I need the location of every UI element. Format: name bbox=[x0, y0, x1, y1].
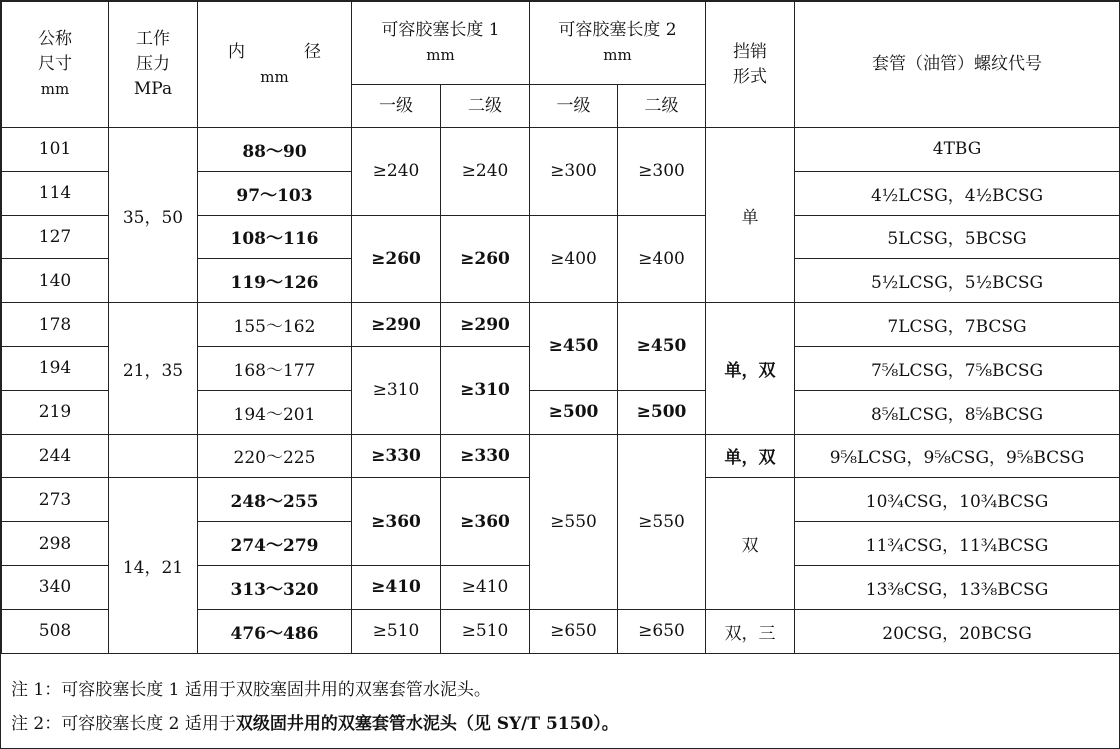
cell-plug2-stage2: ≥450 bbox=[618, 303, 706, 391]
cell-thread: 5½LCSG，5½BCSG bbox=[795, 259, 1120, 303]
cell-plug1-stage2: ≥260 bbox=[441, 215, 530, 303]
cell-inner-diameter: 97～103 bbox=[198, 171, 352, 215]
cell-inner-diameter: 220～225 bbox=[198, 434, 352, 478]
header-p2-stage-2: 二级 bbox=[618, 85, 706, 128]
cell-size: 140 bbox=[2, 259, 109, 303]
cell-inner-diameter: 168～177 bbox=[198, 346, 352, 390]
cell-size: 101 bbox=[2, 128, 109, 172]
cell-size: 273 bbox=[2, 478, 109, 522]
cell-plug2-stage1: ≥400 bbox=[530, 215, 618, 303]
cell-thread: 4½LCSG，4½BCSG bbox=[795, 171, 1120, 215]
cell-plug1-stage1: ≥310 bbox=[352, 346, 441, 434]
cell-inner-diameter: 313～320 bbox=[198, 565, 352, 609]
header-p1-stage-1: 一级 bbox=[352, 85, 441, 128]
cell-plug2-stage2: ≥300 bbox=[618, 128, 706, 216]
cell-inner-diameter: 155～162 bbox=[198, 303, 352, 347]
cell-plug1-stage1: ≥260 bbox=[352, 215, 441, 303]
header-row bbox=[2, 2, 1120, 85]
cell-size: 508 bbox=[2, 609, 109, 653]
cell-inner-diameter: 108～116 bbox=[198, 215, 352, 259]
cell-pressure bbox=[109, 434, 198, 478]
header-plug-length-1: 可容胶塞长度 1 mm bbox=[352, 2, 530, 85]
header-p1-stage-2: 二级 bbox=[441, 85, 530, 128]
header-pin-type: 挡销 形式 bbox=[706, 2, 795, 128]
cell-thread: 13⅜CSG，13⅜BCSG bbox=[795, 565, 1120, 609]
cell-inner-diameter: 476～486 bbox=[198, 609, 352, 653]
note-1: 注 1：可容胶塞长度 1 适用于双胶塞固井用的双塞套管水泥头。 bbox=[11, 680, 491, 700]
header-working-pressure: 工作 压力 MPa bbox=[109, 2, 198, 128]
note-2 bbox=[11, 707, 1111, 741]
header-inner-diameter: 内 径 mm bbox=[198, 2, 352, 128]
cell-thread: 10¾CSG，10¾BCSG bbox=[795, 478, 1120, 522]
cell-pin-type: 单，双 bbox=[706, 434, 795, 478]
spec-table bbox=[1, 1, 1120, 654]
cell-pin-type: 单 bbox=[706, 128, 795, 303]
cell-plug2-stage1: ≥450 bbox=[530, 303, 618, 391]
header-plug-length-2: 可容胶塞长度 2 mm bbox=[530, 2, 706, 85]
cell-plug1-stage1: ≥330 bbox=[352, 434, 441, 478]
cell-inner-diameter: 194～201 bbox=[198, 390, 352, 434]
cell-plug1-stage2: ≥290 bbox=[441, 303, 530, 347]
cell-inner-diameter: 88～90 bbox=[198, 128, 352, 172]
cell-plug1-stage2: ≥410 bbox=[441, 565, 530, 609]
cell-inner-diameter: 274～279 bbox=[198, 522, 352, 566]
cell-plug1-stage1: ≥360 bbox=[352, 478, 441, 566]
cell-plug1-stage1: ≥290 bbox=[352, 303, 441, 347]
header-p2-stage-1: 一级 bbox=[530, 85, 618, 128]
table-row bbox=[2, 128, 1120, 172]
cell-size: 340 bbox=[2, 565, 109, 609]
cell-size: 127 bbox=[2, 215, 109, 259]
cell-inner-diameter: 248～255 bbox=[198, 478, 352, 522]
cell-plug1-stage1: ≥410 bbox=[352, 565, 441, 609]
cell-size: 194 bbox=[2, 346, 109, 390]
cell-size: 298 bbox=[2, 522, 109, 566]
cell-plug1-stage2: ≥330 bbox=[441, 434, 530, 478]
header-nominal-size: 公称 尺寸 mm bbox=[2, 2, 109, 128]
note-2-text: 注 2：可容胶塞长度 2 适用于 bbox=[11, 714, 236, 734]
cell-plug1-stage1: ≥510 bbox=[352, 609, 441, 653]
cell-plug2-stage1: ≥650 bbox=[530, 609, 618, 653]
cell-size: 219 bbox=[2, 390, 109, 434]
cell-inner-diameter: 119～126 bbox=[198, 259, 352, 303]
cell-thread: 20CSG，20BCSG bbox=[795, 609, 1120, 653]
cell-plug1-stage2: ≥510 bbox=[441, 609, 530, 653]
cell-plug1-stage2: ≥360 bbox=[441, 478, 530, 566]
cell-pressure: 21，35 bbox=[109, 303, 198, 434]
notes-section bbox=[11, 673, 1111, 741]
cell-plug2-stage2: ≥650 bbox=[618, 609, 706, 653]
header-thread-code: 套管（油管）螺纹代号 bbox=[795, 2, 1120, 128]
cell-thread: 4TBG bbox=[795, 128, 1120, 172]
cell-plug2-stage2: ≥400 bbox=[618, 215, 706, 303]
cell-thread: 7LCSG，7BCSG bbox=[795, 303, 1120, 347]
cell-thread: 5LCSG，5BCSG bbox=[795, 215, 1120, 259]
cell-plug2-stage2: ≥500 bbox=[618, 390, 706, 434]
cell-thread: 9⅝LCSG，9⅝CSG，9⅝BCSG bbox=[795, 434, 1120, 478]
cell-plug2-stage1: ≥550 bbox=[530, 434, 618, 609]
cell-plug1-stage2: ≥240 bbox=[441, 128, 530, 216]
cell-thread: 8⅝LCSG，8⅝BCSG bbox=[795, 390, 1120, 434]
cell-pin-type: 双 bbox=[706, 478, 795, 609]
cell-size: 178 bbox=[2, 303, 109, 347]
cell-pressure: 35，50 bbox=[109, 128, 198, 303]
cell-pin-type: 双，三 bbox=[706, 609, 795, 653]
cell-plug2-stage1: ≥300 bbox=[530, 128, 618, 216]
note-2-bold-text: 双级固井用的双塞套管水泥头（见 SY/T 5150）。 bbox=[235, 714, 619, 734]
cell-thread: 11¾CSG，11¾BCSG bbox=[795, 522, 1120, 566]
cell-plug2-stage1: ≥500 bbox=[530, 390, 618, 434]
cell-pin-type: 单，双 bbox=[706, 303, 795, 434]
cell-plug1-stage1: ≥240 bbox=[352, 128, 441, 216]
cell-plug2-stage2: ≥550 bbox=[618, 434, 706, 609]
cell-plug1-stage2: ≥310 bbox=[441, 346, 530, 434]
table-row bbox=[2, 434, 1120, 478]
cell-pressure: 14，21 bbox=[109, 478, 198, 653]
cell-size: 114 bbox=[2, 171, 109, 215]
cell-size: 244 bbox=[2, 434, 109, 478]
table-row bbox=[2, 303, 1120, 347]
cell-thread: 7⅝LCSG，7⅝BCSG bbox=[795, 346, 1120, 390]
